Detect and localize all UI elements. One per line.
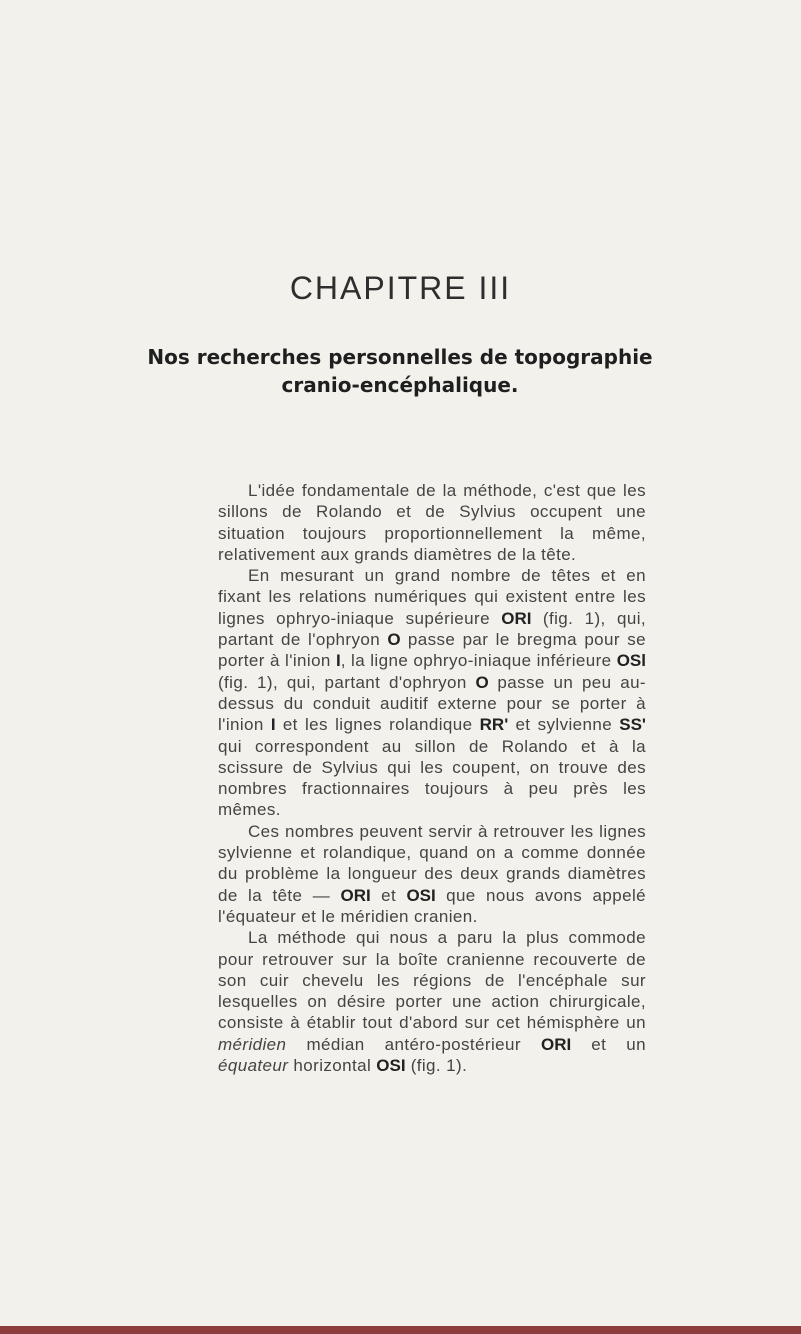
- label-o: O: [475, 672, 489, 692]
- text-run: et sylvienne: [508, 715, 620, 735]
- text-run: qui correspondent au sillon de Rolando et à la scissure de Sylvius qui les coupent, on trouve des nombres fractionnaires toujours à peu près les mêmes.: [218, 736, 646, 820]
- term-equateur: équateur: [218, 1056, 289, 1076]
- label-i: I: [270, 715, 276, 735]
- text-run: horizontal: [288, 1056, 377, 1076]
- text-run: passe un peu au-dessus du conduit auditif externe pour se porter à l'inion: [218, 672, 646, 735]
- text-run: (fig. 1).: [405, 1056, 468, 1076]
- text-run: médian antéro-postérieur: [286, 1034, 541, 1054]
- paragraph-4: [218, 927, 646, 1076]
- term-meridien: méridien: [218, 1034, 287, 1054]
- label-osl: OSl: [616, 651, 646, 671]
- section-title: Nos recherches personnelles de topographie cranio-encéphalique.: [147, 345, 653, 397]
- page-bottom-edge: [0, 1326, 801, 1334]
- label-osi: OSI: [376, 1056, 406, 1076]
- text-run: (fig. 1), qui, partant de l'ophryon: [218, 608, 646, 650]
- label-ss: SS': [619, 715, 646, 735]
- label-o: O: [387, 630, 401, 650]
- body-text: [218, 480, 646, 1076]
- text-run: et un: [571, 1034, 646, 1054]
- text-run: passe par le bregma pour se porter à l'inion: [218, 630, 646, 671]
- label-osi: OSI: [406, 885, 436, 905]
- paragraph-1: L'idée fondamentale de la méthode, c'est que les sillons de Rolando et de Sylvius occupent une situation toujours proportionnellement la même, relativement aux grands diamètres de la tête.: [218, 481, 646, 564]
- paragraph-3: [218, 821, 646, 927]
- text-run: et: [370, 885, 407, 905]
- label-ori: ORI: [340, 885, 371, 905]
- chapter-title: CHAPITRE III: [289, 270, 512, 306]
- text-run: , la ligne ophryo-iniaque inférieure: [340, 651, 617, 671]
- text-run: (fig. 1), qui, partant d'ophryon: [218, 672, 476, 692]
- label-i: I: [335, 651, 341, 671]
- text-run: En mesurant un grand nombre de têtes et en fixant les relations numériques qui existent entre les lignes ophryo-iniaque supérieure: [218, 566, 646, 628]
- label-rr: RR': [479, 715, 509, 735]
- text-run: et les lignes rolandique: [275, 715, 480, 735]
- text-run: Ces nombres peuvent servir à retrouver les lignes sylvienne et rolandique, quand on a comme donnée du problème la longueur des deux grands diamètres de la tête —: [218, 821, 646, 905]
- text-run: que nous avons appelé l'équateur et le méridien cranien.: [218, 885, 646, 926]
- paragraph-2: [218, 565, 646, 821]
- text-run: La méthode qui nous a paru la plus commode pour retrouver sur la boîte cranienne recouverte de son cuir chevelu les régions de l'encéphale sur lesquelles on désire porter une action chirurgicale, consiste à établir tout d'abord sur cet hémisphère un: [218, 928, 646, 1033]
- label-ori: ORI: [540, 1034, 572, 1054]
- label-ori: ORI: [501, 608, 532, 628]
